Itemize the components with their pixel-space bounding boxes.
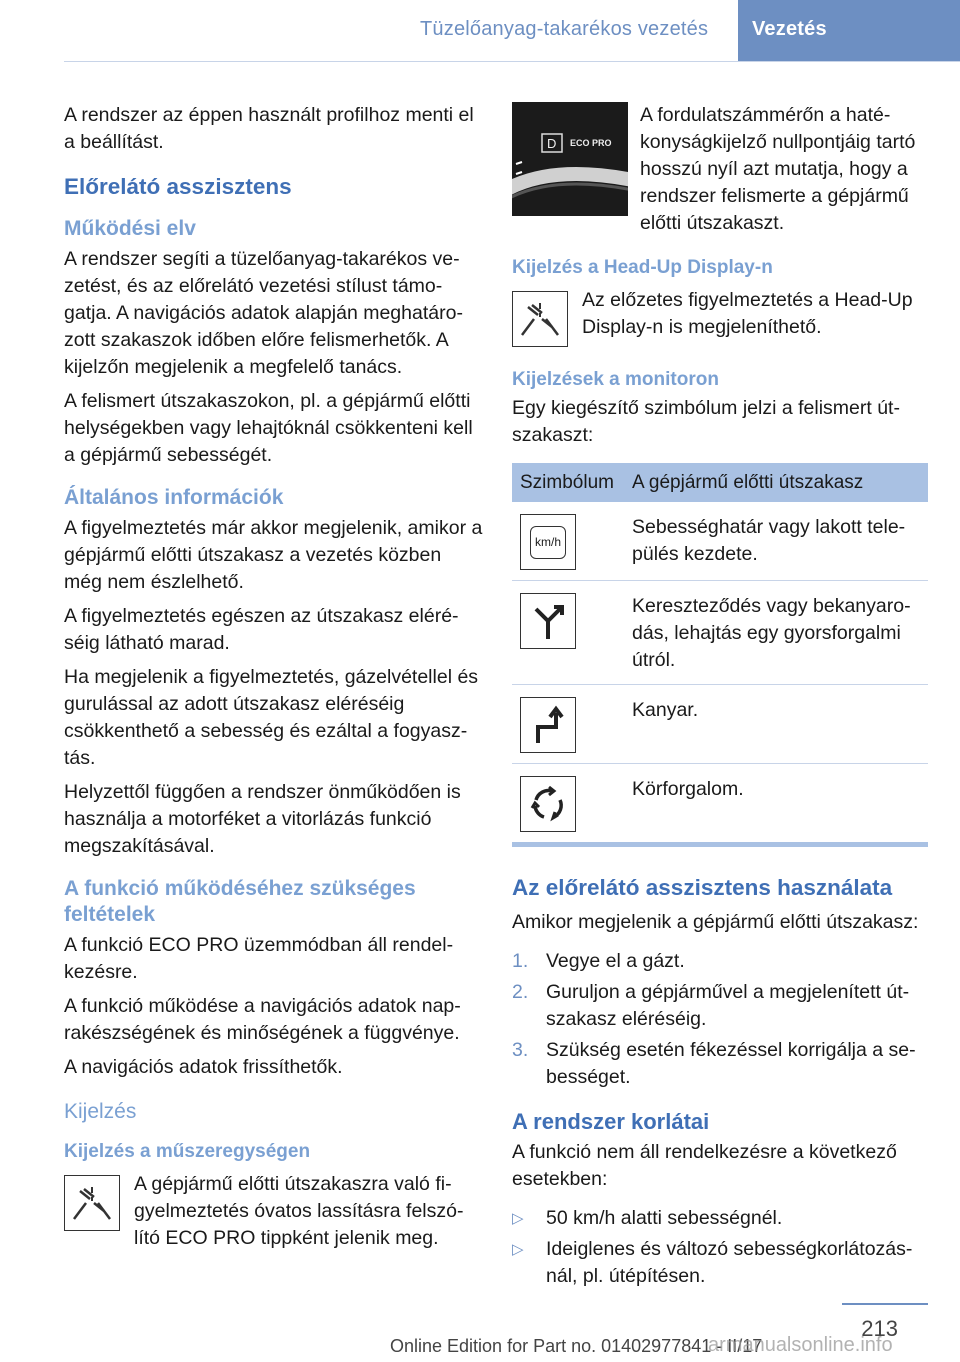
- table-cell-text: Kanyar.: [624, 685, 928, 764]
- conditions-text-1: A funkció ECO PRO üzemmódban áll rendel‐kezésre.: [64, 934, 454, 983]
- general-text-2: A figyelmeztetés egészen az útszakasz eléré‐séig látható marad.: [64, 605, 459, 654]
- heading-general: Általános információk: [64, 486, 284, 509]
- steps-list: [512, 948, 928, 1091]
- general-text-4: Helyzettől függően a rendszer önműködően is használja a motorféket a vitorlázás funkció megszakításával.: [64, 781, 461, 857]
- heading-display: Kijelzés: [64, 1100, 137, 1123]
- page-header: [0, 0, 960, 62]
- curve-icon: [520, 697, 576, 753]
- speed-limit-label: km/h: [534, 534, 561, 549]
- general-text-1: A figyelmeztetés már akkor megjelenik, amikor a gépjármű előtti útszakasz a vezetés közben még nem észlelhető.: [64, 517, 483, 593]
- heading-hud: Kijelzés a Head-Up Display-n: [512, 257, 773, 278]
- right-column: [512, 102, 928, 1294]
- heading-limits: A rendszer korlátai: [512, 1109, 710, 1134]
- limits-list: [512, 1205, 928, 1290]
- edition-note: Online Edition for Part no. 01402977841 - II/17: [390, 1336, 763, 1356]
- principle-text-1: A rendszer segíti a tüzelőanyag-takarékos ve‐zetést, és az előrelátó vezetési stílust támo‐gatja. A navigációs adatok alapján meghatáro‐zott szakaszok időben előre felismerhetők. A kijelzőn megjelenik a megfelelő tanács.: [64, 248, 463, 378]
- tachometer-image: [512, 102, 628, 216]
- bullet-text: Ideiglenes és változó sebességkorlátozás‐nál, pl. útépítésen.: [546, 1238, 913, 1287]
- hud-eco-tip-icon: [512, 291, 568, 347]
- gauge-mode: ECO PRO: [570, 138, 612, 148]
- list-item: [512, 1037, 928, 1091]
- table-row: [512, 685, 928, 764]
- roundabout-icon: [520, 776, 576, 832]
- table-row: [512, 764, 928, 845]
- table-cell-text: Kereszteződés vagy bekanyaro‐dás, lehajtás egy gyorsforgalmi útról.: [624, 581, 928, 685]
- table-header-row: [512, 463, 928, 502]
- limits-text: A funkció nem áll rendelkezésre a következő esetekben:: [512, 1141, 897, 1190]
- step-number: 1.: [512, 950, 529, 972]
- bullet-text: 50 km/h alatti sebességnél.: [546, 1207, 783, 1229]
- table-row: [512, 581, 928, 685]
- gauge-text: A fordulatszámmérőn a haté‐konyságkijelző nullpontjáig tartó hosszú nyíl azt mutatja, hogy a rendszer felismerte a gépjármű előtti útszakaszt.: [640, 104, 916, 234]
- gauge-gear: D: [547, 136, 557, 151]
- list-item: [512, 1236, 928, 1290]
- table-cell-text: Körforgalom.: [624, 764, 928, 845]
- list-item: [512, 948, 928, 975]
- step-text: Guruljon a gépjárművel a megjelenített út‐szakasz eléréséig.: [546, 981, 910, 1030]
- table-cell-text: Sebességhatár vagy lakott tele‐pülés kezdete.: [624, 502, 928, 581]
- hud-figure-row: [512, 287, 928, 347]
- cluster-text: A gépjármű előtti útszakaszra való fi‐gyelmeztetés óvatos lassításra felszó‐lító ECO PRO tippként jelenik meg.: [134, 1173, 464, 1249]
- step-text: Vegye el a gázt.: [546, 950, 685, 972]
- heading-cluster: Kijelzés a műszeregységen: [64, 1141, 311, 1162]
- footer-rule: [842, 1303, 928, 1305]
- chapter-tab: [738, 0, 960, 62]
- page-number: 213: [861, 1316, 898, 1341]
- monitor-text: Egy kiegészítő szimbólum jelzi a felismert út‐szakaszt:: [512, 397, 900, 446]
- eco-tip-icon: [64, 1175, 120, 1231]
- conditions-text-2: A funkció működése a navigációs adatok nap‐rakészségének és minőségének a függvénye.: [64, 995, 461, 1044]
- header-rule: [64, 61, 960, 62]
- step-number: 3.: [512, 1039, 529, 1061]
- bullet-icon: ▷: [512, 1241, 524, 1258]
- chapter-title: Vezetés: [752, 18, 827, 40]
- heading-monitor: Kijelzések a monitoron: [512, 369, 719, 390]
- speed-limit-icon: [520, 514, 576, 570]
- principle-text-2: A felismert útszakaszokon, pl. a gépjármű előtti helységekben vagy lehajtóknál csökkenteni kell a gépjármű sebességét.: [64, 390, 473, 466]
- heading-assistant: Előrelátó asszisztens: [64, 174, 292, 199]
- step-number: 2.: [512, 981, 529, 1003]
- heading-principle: Működési elv: [64, 217, 196, 240]
- heading-use: Az előrelátó asszisztens használata: [512, 875, 893, 900]
- table-header-symbol: Szimbólum: [512, 463, 624, 502]
- step-text: Szükség esetén fékezéssel korrigálja a se‐bességet.: [546, 1039, 916, 1088]
- section-title: Tüzelőanyag-takarékos vezetés: [420, 18, 709, 40]
- heading-conditions: A funkció működéséhez szükséges feltételek: [64, 877, 416, 926]
- table-row: [512, 502, 928, 581]
- bullet-icon: ▷: [512, 1210, 524, 1227]
- table-header-section: A gépjármű előtti útszakasz: [624, 463, 928, 502]
- hud-text: Az előzetes figyelmeztetés a Head-Up Display-n is megjeleníthető.: [582, 289, 913, 338]
- conditions-text-3: A navigációs adatok frissíthetők.: [64, 1056, 343, 1078]
- list-item: [512, 979, 928, 1033]
- use-text: Amikor megjelenik a gépjármű előtti útszakasz:: [512, 911, 919, 933]
- gauge-figure-row: [512, 102, 928, 237]
- left-column: [64, 102, 484, 1258]
- list-item: [512, 1205, 928, 1232]
- cluster-figure-row: [64, 1171, 484, 1252]
- watermark: armanualsonline.info: [708, 1334, 893, 1356]
- intro-text: A rendszer az éppen használt profilhoz menti el a beállítást.: [64, 104, 474, 153]
- general-text-3: Ha megjelenik a figyelmeztetés, gázelvétellel és gurulással az adott útszakasz eléréséig csökkenthető a sebesség és ezáltal a fogyasz‐tás.: [64, 666, 479, 769]
- symbol-table: [512, 463, 928, 847]
- junction-icon: [520, 593, 576, 649]
